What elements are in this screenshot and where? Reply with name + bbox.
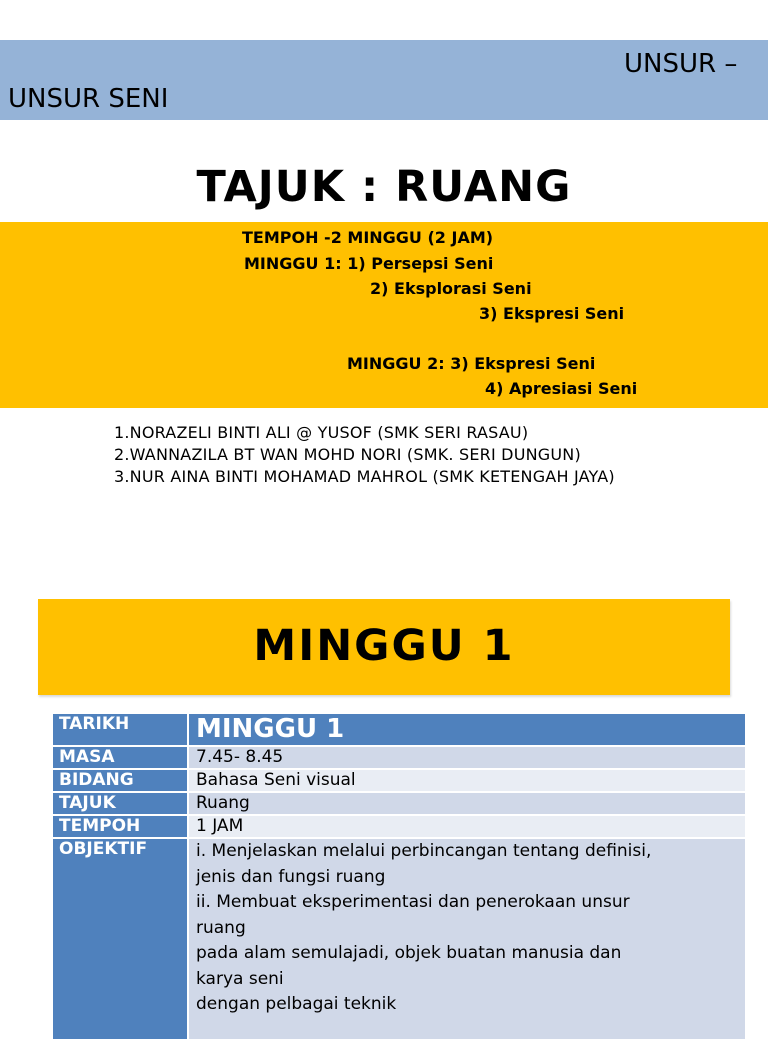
banner-text-line1: UNSUR – [624, 49, 738, 79]
row-value: 1 JAM [188, 815, 746, 838]
member-item: 2.WANNAZILA BT WAN MOHD NORI (SMK. SERI DUNGUN) [114, 445, 581, 464]
objektif-line: ruang [196, 917, 246, 938]
row-value: Ruang [188, 792, 746, 815]
table-row [52, 838, 746, 1040]
row-key: OBJEKTIF [52, 838, 188, 1040]
objektif-line: ii. Membuat eksperimentasi dan penerokaan unsur [196, 892, 630, 912]
row-key: MASA [52, 746, 188, 769]
objektif-line: jenis dan fungsi ruang [196, 866, 386, 887]
member-item: 1.NORAZELI BINTI ALI @ YUSOF (SMK SERI RASAU) [114, 423, 529, 442]
week1-item-3: 3) Ekspresi Seni [479, 304, 625, 323]
objektif-list [188, 838, 746, 1040]
objektif-line: i. Menjelaskan melalui perbincangan tentang definisi, [196, 841, 652, 861]
page-title: TAJUK : RUANG [196, 162, 572, 212]
objektif-line: dengan pelbagai teknik [196, 994, 397, 1014]
row-key: TAJUK [52, 792, 188, 815]
table-row [52, 792, 746, 815]
member-item: 3.NUR AINA BINTI MOHAMAD MAHROL (SMK KETENGAH JAYA) [114, 467, 615, 486]
row-key: BIDANG [52, 769, 188, 792]
member-list [114, 422, 615, 488]
row-value: Bahasa Seni visual [188, 769, 746, 792]
week2-item-2: 4) Apresiasi Seni [485, 379, 638, 398]
banner-text-line2: UNSUR SENI [8, 84, 169, 114]
row-value: 7.45- 8.45 [188, 746, 746, 769]
table-row [52, 769, 746, 792]
lesson-table [51, 712, 747, 1041]
objektif-line: pada alam semulajadi, objek buatan manusia dan [196, 943, 622, 963]
row-key: TEMPOH [52, 815, 188, 838]
tempoh-duration: TEMPOH -2 MINGGU (2 JAM) [242, 228, 494, 247]
table-row [52, 713, 746, 746]
table-row [52, 746, 746, 769]
objektif-line: karya seni [196, 968, 284, 989]
header-banner [0, 40, 768, 120]
week1-label: MINGGU 1: 1) Persepsi Seni [244, 254, 494, 273]
week2-label: MINGGU 2: 3) Ekspresi Seni [347, 354, 596, 373]
tempoh-box [0, 222, 768, 408]
week-heading: MINGGU 1 [253, 621, 515, 671]
week1-item-2: 2) Eksplorasi Seni [370, 279, 532, 298]
table-row [52, 815, 746, 838]
row-value: MINGGU 1 [188, 713, 746, 746]
row-key: TARIKH [52, 713, 188, 746]
week-heading-box [38, 599, 730, 695]
